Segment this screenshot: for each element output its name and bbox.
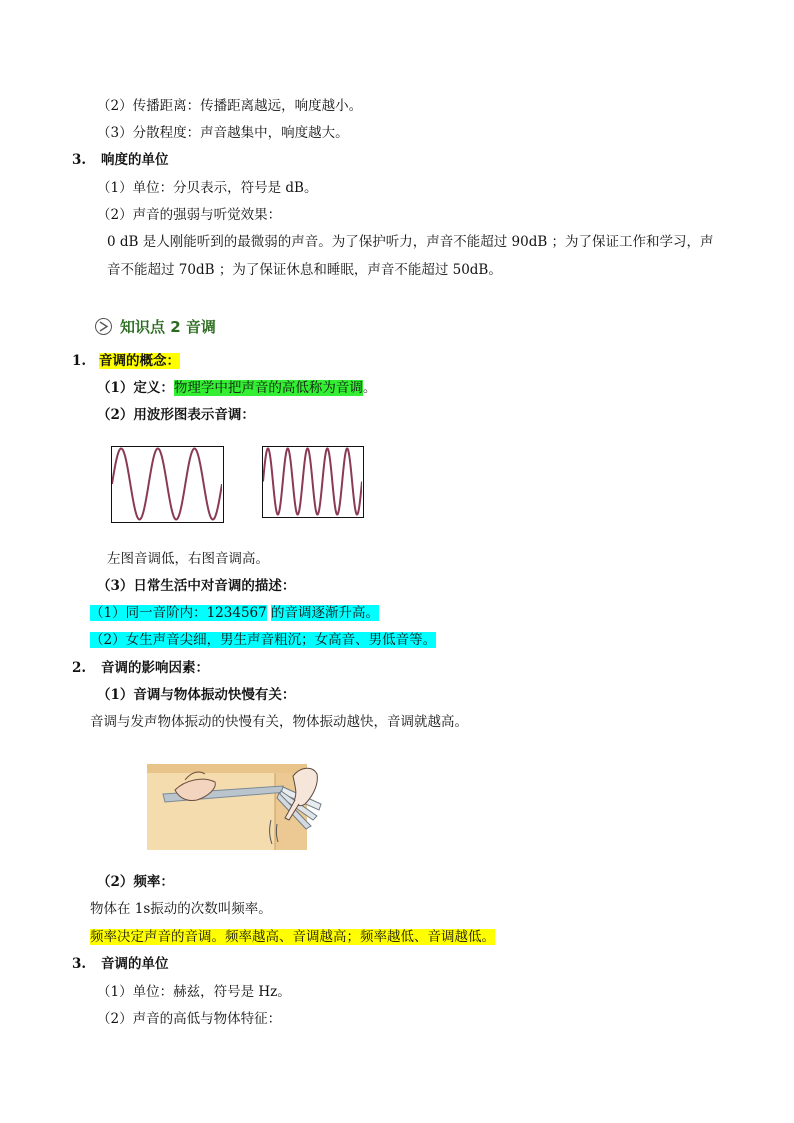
heading-number: 2. — [72, 660, 87, 676]
factor-label: （1）音调与物体振动快慢有关： — [97, 687, 296, 703]
daily-item — [90, 631, 436, 649]
daily-item — [90, 604, 379, 622]
daily-label: （3）日常生活中对音调的描述： — [97, 578, 296, 594]
section-title: 知识点 2 音调 — [120, 318, 216, 336]
text-line: （3）分散程度：声音越集中，响度越大。 — [97, 125, 349, 141]
frequency-label: （2）频率： — [97, 874, 174, 890]
definition-line — [97, 379, 376, 397]
text-line: 音不能超过 70dB ；为了保证休息和睡眠，声音不能超过 50dB。 — [107, 262, 502, 278]
waveform-label: （2）用波形图表示音调： — [97, 407, 255, 423]
daily-item-text: （2）女生声音尖细，男生声音粗沉；女高音、男低音等。 — [90, 632, 437, 648]
low-pitch-waveform — [111, 446, 224, 523]
unit-line: （1）单位：赫兹，符号是 Hz。 — [97, 984, 291, 1000]
heading-number: 3. — [72, 956, 87, 972]
frequency-description: 物体在 1s振动的次数叫频率。 — [90, 901, 272, 917]
heading-text: 音调的单位 — [101, 956, 169, 972]
text-line: （1）单位：分贝表示，符号是 dB。 — [97, 180, 318, 196]
frequency-highlight: 频率决定声音的音调。频率越高、音调越高；频率越低、音调越低。 — [90, 929, 495, 945]
definition-end: 。 — [362, 380, 377, 396]
heading-text — [99, 352, 180, 370]
high-pitch-waveform — [262, 446, 364, 518]
text-line: （2）声音的强弱与听觉效果： — [97, 207, 282, 223]
definition-label: （1）定义： — [97, 380, 174, 396]
unit-line: （2）声音的高低与物体特征： — [97, 1011, 282, 1027]
sine-wave-line — [112, 449, 222, 520]
heading-text: 音调的影响因素： — [101, 660, 209, 676]
heading-text: 响度的单位 — [101, 152, 169, 168]
arrow-circle-icon — [95, 318, 112, 335]
highlighted-text: 音调的概念： — [99, 353, 180, 369]
daily-item-part: 的音调逐渐升高。 — [271, 605, 380, 621]
daily-item-part: （1）同一音阶内：1234567 — [90, 605, 267, 621]
waveform-caption: 左图音调低，右图音调高。 — [107, 551, 269, 567]
definition-text: 物理学中把声音的高低称为音调 — [173, 380, 363, 396]
sine-wave-line — [263, 449, 362, 515]
factor-description: 音调与发声物体振动的快慢有关，物体振动越快，音调就越高。 — [90, 714, 468, 730]
heading-number: 3. — [72, 152, 87, 168]
text-line: 0 dB 是人刚能听到的最微弱的声音。为了保护听力，声音不能超过 90dB ；为了保证工作和学习，声 — [107, 234, 714, 250]
frequency-highlight-line — [90, 928, 495, 946]
ruler-vibration-illustration — [145, 760, 325, 852]
heading-number: 1. — [72, 353, 87, 369]
text-line: （2）传播距离：传播距离越远，响度越小。 — [97, 98, 363, 114]
